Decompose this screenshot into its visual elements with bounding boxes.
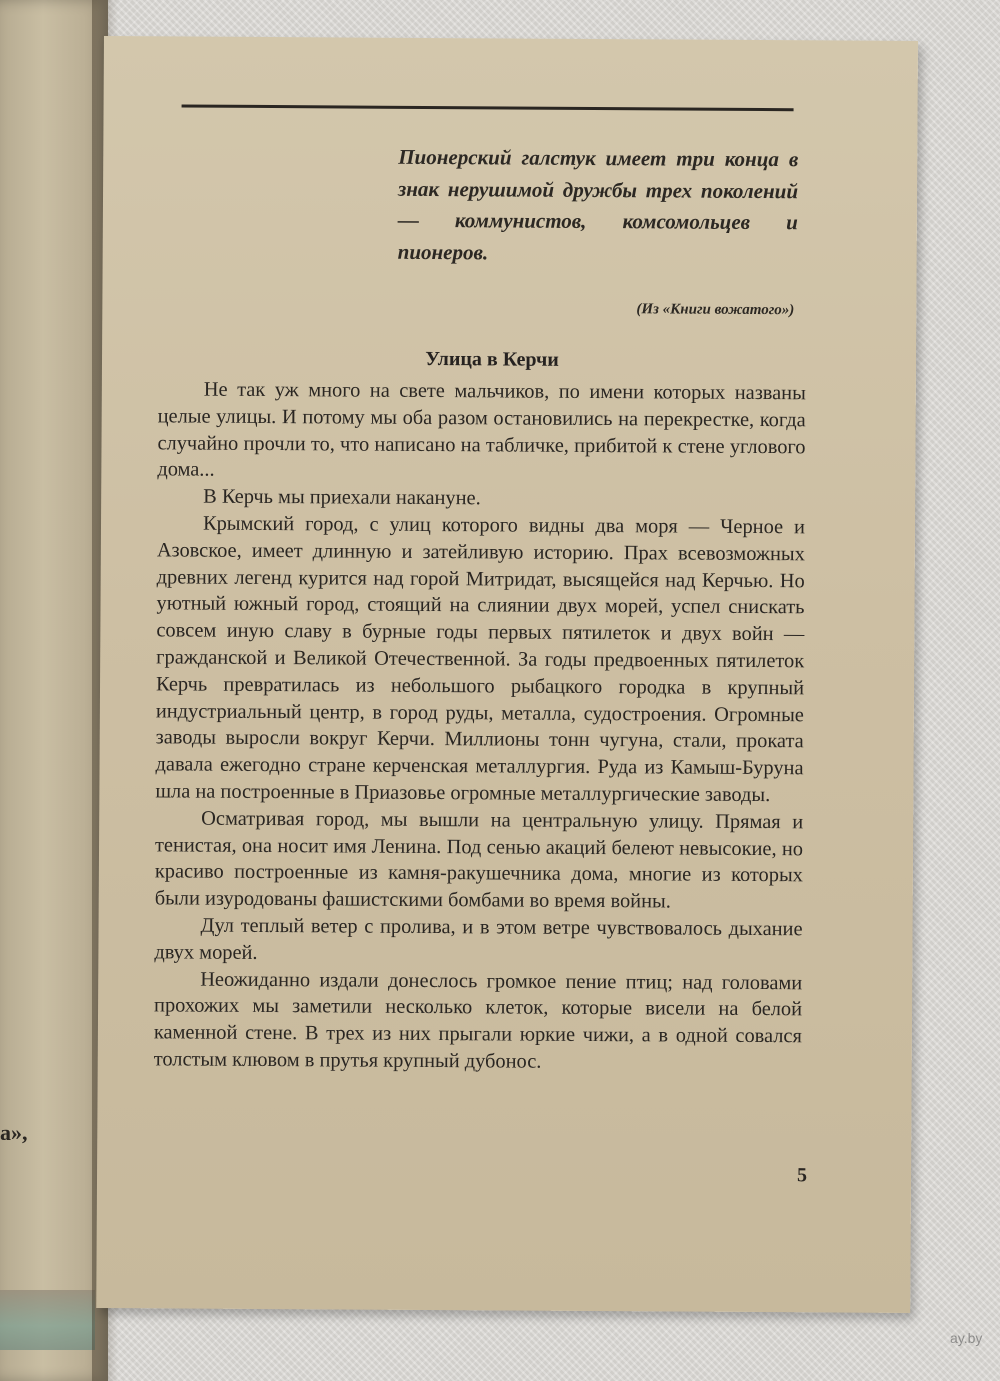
paragraph: Не так уж много на свете мальчиков, по имени которых названы целые улицы. И потому мы оба разом остановились на перекрестке, когда случайно прочли то, что написано на табличке, прибитой к стене углового дома... xyxy=(157,378,806,482)
header-rule xyxy=(182,104,794,111)
paragraph: Дул теплый ветер с пролива, и в этом ветре чувствовалось дыхание двух морей. xyxy=(154,914,803,964)
watermark: ay.by xyxy=(950,1330,983,1346)
page-number: 5 xyxy=(796,1164,808,1187)
book-page xyxy=(96,36,918,1313)
chapter-title: Улица в Керчи xyxy=(425,347,559,371)
paragraph: Крымский город, с улиц которого видны два моря — Черное и Азовское, имеет длинную и затейливую историю. Прах всевозможных древних легенд курится над горой Митридат, высящейся над Керчью. Но уютный южный город, стоящий на слиянии двух морей, успел снискать совсем иную славу в бурные годы первых пятилеток и двух войн — гражданской и Великой Отечественной. За годы предвоенных пятилеток Керчь превратилась из небольшого рыбацкого городка в крупный индустриальный центр, в город руды, металла, судостроения. Огромные заводы выросли вокруг Керчи. Миллионы тонн чугуна, стали, проката давала ежегодно стране керченская металлургия. Руда из Камыш-Буруна шла на построенные в Приазовье огромные металлургические заводы. xyxy=(155,512,806,807)
previous-page-text-fragment: а», xyxy=(0,1120,28,1145)
paragraph: Осматривая город, мы вышли на центральную улицу. Прямая и тенистая, она носит имя Ленина. Под сенью акаций белеют невысокие, но красиво построенные из камня-ракушечника дома, многие из которых были изуродованы фашистскими бомбами во время войны. xyxy=(154,807,804,913)
body-text xyxy=(154,376,806,1077)
paragraph: Неожиданно издали донеслось громкое пение птиц; над головами прохожих мы заметили несколько клеток, которые висели на белой каменной стене. В трех из них прыгали юркие чижи, а в одной совался толстым клювом в прутья крупный дубонос. xyxy=(153,968,803,1073)
paragraph: В Керчь мы приехали накануне. xyxy=(203,485,481,510)
epigraph-source: (Из «Книги вожатого») xyxy=(636,301,795,319)
epigraph-text: Пионерский галстук имеет три конца в знак нерушимой дружбы трех поколений — коммунистов, комсомольцев и пионеров. xyxy=(397,144,799,264)
book-cover-edge xyxy=(0,1290,95,1350)
